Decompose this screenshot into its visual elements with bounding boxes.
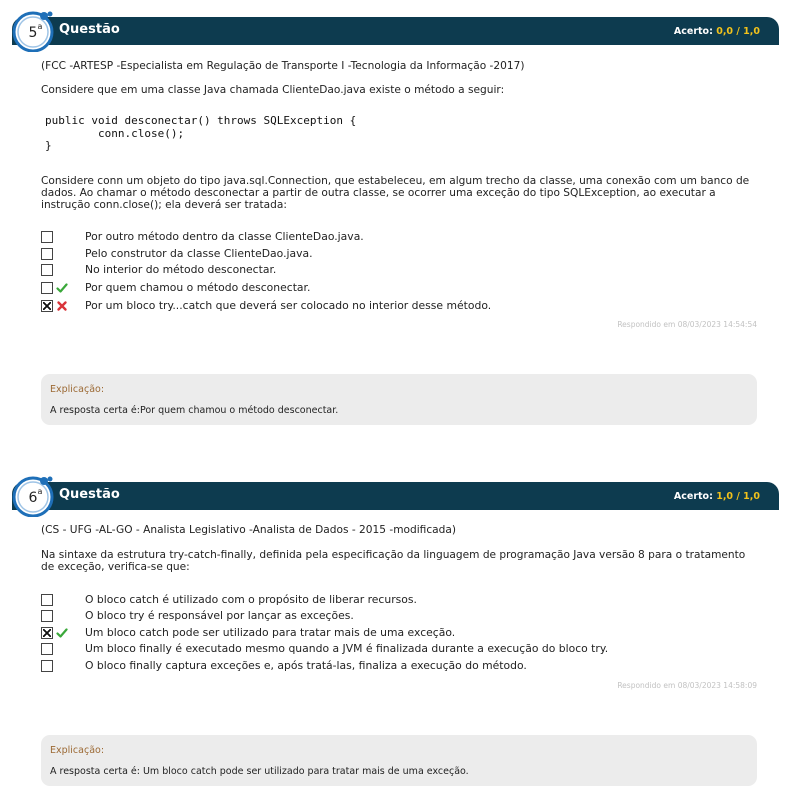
score-label: Acerto: (673, 26, 713, 37)
score-separator: / (736, 491, 740, 502)
option-text: Pelo construtor da classe ClienteDao.java. (85, 247, 313, 260)
score (674, 491, 760, 502)
question-number: 5 (28, 25, 38, 41)
option-checkbox[interactable] (41, 248, 53, 260)
explanation-box (41, 735, 757, 786)
cross-icon (56, 300, 68, 312)
question-body: Considere conn um objeto do tipo java.sql.Connection, que estabeleceu, em algum trecho da classe, uma conexão com um banco de dados. Ao chamar o método desconectar a partir de outra classe, se ocorrer uma exceção do tipo SQLException, ao executar a instrução conn.close(); ela deverá ser tratada: (41, 175, 750, 211)
question-intro: Considere que em uma classe Java chamada ClienteDao.java existe o método a seguir: (41, 84, 505, 96)
code-snippet: public void desconectar() throws SQLException { conn.close(); } (45, 114, 357, 152)
score-total: 1,0 (743, 491, 760, 502)
question-body: Na sintaxe da estrutura try-catch-finally, definida pela especificação da linguagem de programação Java versão 8 para o tratamento de exceção, verifica-se que: (41, 549, 746, 573)
question-title: Questão (59, 487, 120, 502)
option-checkbox[interactable] (41, 643, 53, 655)
score-total: 1,0 (743, 26, 760, 37)
score (674, 26, 760, 37)
question-number-badge-icon (12, 475, 54, 517)
score-label: Acerto: (673, 491, 713, 502)
check-icon (56, 627, 68, 639)
option-text: Por outro método dentro da classe ClienteDao.java. (85, 230, 364, 243)
option-text: Por um bloco try...catch que deverá ser colocado no interior desse método. (85, 299, 492, 312)
explanation-box (41, 374, 757, 425)
option-text: Por quem chamou o método desconectar. (85, 281, 311, 294)
option-checkbox[interactable] (41, 594, 53, 606)
explanation-text: A resposta certa é:Por quem chamou o método desconectar. (50, 405, 339, 416)
question-header (12, 17, 779, 45)
option-text: Um bloco catch pode ser utilizado para tratar mais de uma exceção. (85, 626, 456, 639)
option-text: O bloco finally captura exceções e, após tratá-las, finaliza a execução do método. (85, 659, 527, 672)
option-checkbox[interactable] (41, 282, 53, 294)
option-checkbox-checked[interactable] (41, 627, 53, 639)
option-checkbox[interactable] (41, 264, 53, 276)
check-icon (56, 282, 68, 294)
score-separator: / (736, 26, 740, 37)
question-number: 6 (28, 490, 38, 506)
option-text: Um bloco finally é executado mesmo quando a JVM é finalizada durante a execução do bloco try. (85, 642, 609, 655)
option-checkbox[interactable] (41, 660, 53, 672)
answered-timestamp: Respondido em 08/03/2023 14:54:54 (617, 320, 757, 329)
question-number-sup: a (37, 22, 43, 31)
answered-timestamp: Respondido em 08/03/2023 14:58:09 (617, 681, 757, 690)
option-text: No interior do método desconectar. (85, 263, 277, 276)
question-header (12, 482, 779, 510)
question-source: (FCC -ARTESP -Especialista em Regulação de Transporte I -Tecnologia da Informação -2017) (41, 60, 525, 72)
option-checkbox-checked[interactable] (41, 300, 53, 312)
explanation-title: Explicação: (50, 745, 105, 756)
question-source: (CS - UFG -AL-GO - Analista Legislativo -Analista de Dados - 2015 -modificada) (41, 524, 457, 536)
score-value: 0,0 (716, 26, 734, 37)
question-title: Questão (59, 22, 120, 37)
score-value: 1,0 (716, 491, 734, 502)
explanation-text: A resposta certa é: Um bloco catch pode ser utilizado para tratar mais de uma exceção. (50, 766, 469, 777)
question-number-badge-icon (12, 10, 54, 52)
explanation-title: Explicação: (50, 384, 105, 395)
option-checkbox[interactable] (41, 610, 53, 622)
option-text: O bloco try é responsável por lançar as exceções. (85, 609, 354, 622)
option-checkbox[interactable] (41, 231, 53, 243)
option-text: O bloco catch é utilizado com o propósito de liberar recursos. (85, 593, 417, 606)
question-number-sup: a (37, 487, 43, 496)
